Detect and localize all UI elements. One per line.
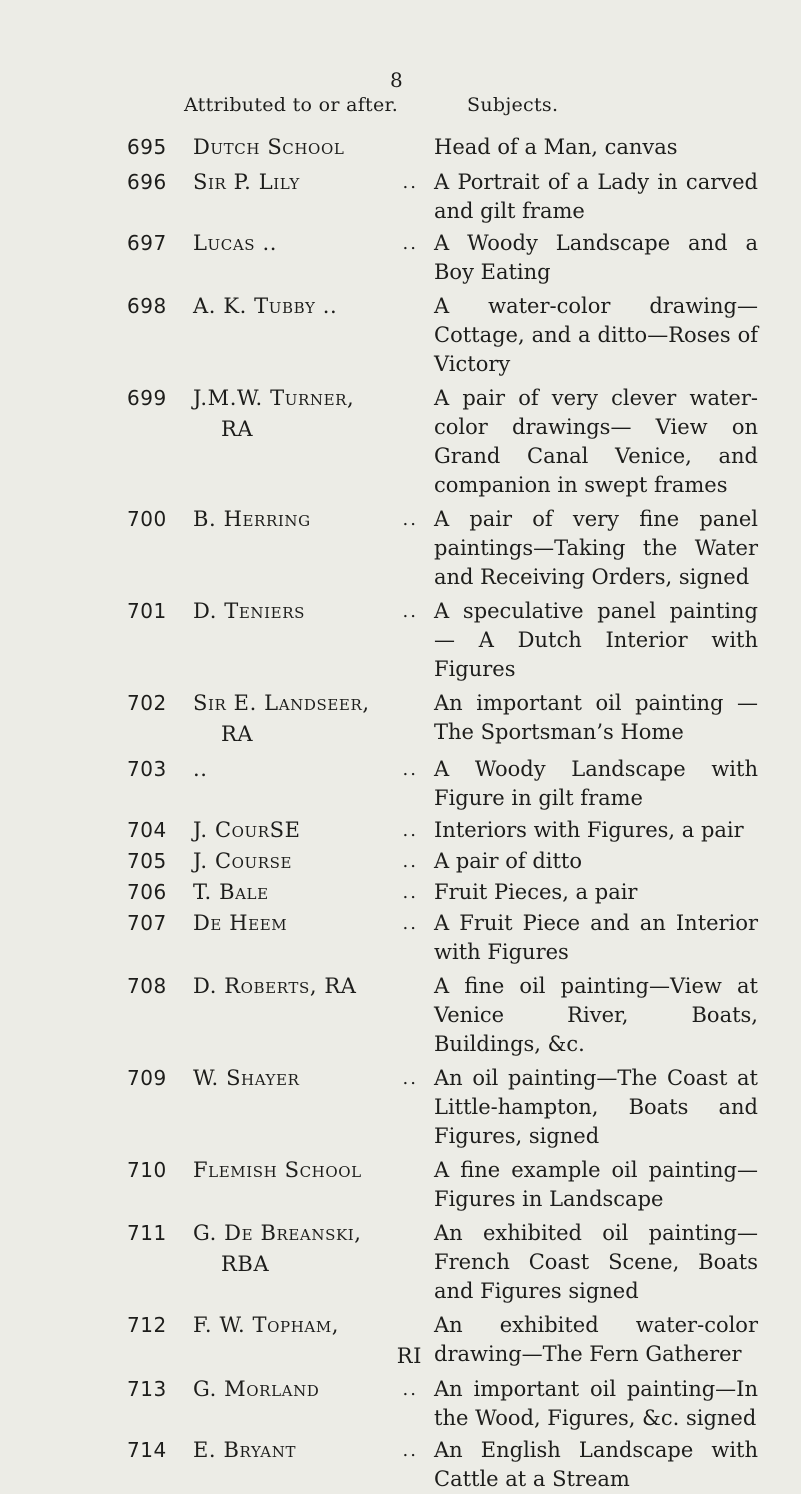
artist-attribution (183, 908, 428, 939)
artist-name: Lucas .. (193, 231, 277, 255)
subject-description: An oil painting—The Coast at Little-hampton, Boats and Figures, signed (434, 1066, 758, 1148)
artist-honours: RA (221, 417, 254, 441)
lot-number: 709 (127, 1066, 167, 1090)
leader-dots: .. (402, 233, 418, 254)
artist-name: A. K. Tubby .. (193, 294, 338, 318)
lot-number: 714 (127, 1438, 167, 1462)
lot-number: 711 (127, 1221, 167, 1245)
subject-description: An important oil painting — The Sportsman’s Home (434, 691, 758, 744)
lot-number: 713 (127, 1377, 167, 1401)
lot-number: 710 (127, 1158, 167, 1182)
leader-dots: .. (402, 1068, 418, 1089)
lot-entry (0, 688, 801, 750)
lot-number: 706 (127, 880, 167, 904)
lot-number: 698 (127, 294, 167, 318)
artist-column-heading: Attributed to or after. (184, 94, 399, 116)
artist-attribution (183, 877, 428, 908)
artist-attribution (183, 132, 428, 163)
lot-entry (0, 596, 801, 684)
artist-attribution (183, 228, 428, 259)
leader-dots: .. (402, 601, 418, 622)
artist-attribution (183, 815, 428, 846)
artist-name: G. Morland (193, 1377, 320, 1401)
artist-attribution (183, 167, 428, 198)
artist-attribution (183, 1310, 428, 1372)
lot-entry (0, 1063, 801, 1151)
lot-entry (0, 228, 801, 287)
subject-description: A Fruit Piece and an Interior with Figures (434, 911, 758, 964)
artist-name: Dutch School (193, 135, 345, 159)
lot-number: 696 (127, 170, 167, 194)
lot-entry (0, 291, 801, 379)
leader-dots: .. (402, 820, 418, 841)
subject-description: An exhibited water-color drawing—The Fern Gatherer (434, 1313, 758, 1366)
leader-dots: .. (402, 509, 418, 530)
artist-attribution (183, 754, 428, 785)
lot-number: 699 (127, 386, 167, 410)
lot-entry (0, 1218, 801, 1306)
lot-number: 708 (127, 974, 167, 998)
lot-entry (0, 1435, 801, 1494)
subject-description: A fine example oil painting—Figures in Landscape (434, 1158, 758, 1211)
subject-column-heading: Subjects. (467, 94, 559, 116)
artist-attribution (183, 596, 428, 627)
lot-number: 712 (127, 1313, 167, 1337)
subject-description: A speculative panel painting — A Dutch Interior with Figures (434, 599, 758, 681)
artist-attribution (183, 383, 428, 445)
leader-dots: .. (402, 913, 418, 934)
artist-name: D. Roberts, RA (193, 974, 357, 998)
lot-entry (0, 815, 801, 846)
artist-name: J.M.W. Turner, (193, 386, 355, 410)
artist-name: D. Teniers (193, 599, 305, 623)
lot-entry (0, 504, 801, 592)
lot-entry (0, 1155, 801, 1214)
leader-dots: .. (402, 882, 418, 903)
subject-description: A pair of ditto (434, 849, 583, 873)
lot-number: 697 (127, 231, 167, 255)
artist-name: J. Course (193, 849, 293, 873)
leader-dots: .. (402, 851, 418, 872)
artist-attribution (183, 1063, 428, 1094)
artist-name: E. Bryant (193, 1438, 297, 1462)
lot-entry (0, 908, 801, 967)
artist-name: F. W. Topham, (193, 1313, 340, 1337)
artist-attribution (183, 1374, 428, 1405)
lot-number: 701 (127, 599, 167, 623)
artist-name: W. Shayer (193, 1066, 300, 1090)
artist-name: De Heem (193, 911, 288, 935)
subject-description: A Woody Landscape with Figure in gilt frame (434, 757, 758, 810)
artist-name: J. CourSE (193, 818, 301, 842)
artist-honours: RA (221, 722, 254, 746)
lot-entry (0, 754, 801, 813)
lot-entry (0, 167, 801, 226)
subject-description: An exhibited oil painting—French Coast Scene, Boats and Figures signed (434, 1221, 758, 1303)
artist-attribution (183, 1155, 428, 1186)
leader-dots: .. (402, 1440, 418, 1461)
leader-dots: .. (402, 172, 418, 193)
lot-entry (0, 1374, 801, 1433)
lot-entry (0, 132, 801, 163)
lot-entry (0, 1310, 801, 1372)
lot-entry (0, 383, 801, 500)
artist-name: Flemish School (193, 1158, 362, 1182)
subject-description: A pair of very clever water-color drawings— View on Grand Canal Venice, and companion in swept frames (434, 386, 758, 497)
artist-name: .. (193, 757, 208, 781)
lot-number: 695 (127, 135, 167, 159)
leader-dots: .. (402, 759, 418, 780)
artist-attribution (183, 846, 428, 877)
lot-entry (0, 877, 801, 908)
lot-number: 703 (127, 757, 167, 781)
subject-description: An English Landscape with Cattle at a Stream (434, 1438, 758, 1491)
lot-number: 705 (127, 849, 167, 873)
artist-attribution (183, 291, 428, 322)
subject-description: A water-color drawing—Cottage, and a ditto—Roses of Victory (434, 294, 758, 376)
lot-entry (0, 971, 801, 1059)
artist-name: Sir P. Lily (193, 170, 300, 194)
artist-name: G. De Breanski, (193, 1221, 362, 1245)
subject-description: An important oil painting—In the Wood, Figures, &c. signed (434, 1377, 758, 1430)
lot-number: 700 (127, 507, 167, 531)
artist-honours: RBA (221, 1252, 270, 1276)
subject-description: A fine oil painting—View at Venice River, Boats, Buildings, &c. (434, 974, 758, 1056)
artist-attribution (183, 504, 428, 535)
artist-attribution (183, 971, 428, 1002)
page-number: 8 (390, 68, 403, 92)
lot-list (0, 132, 801, 1494)
artist-name: Sir E. Landseer, (193, 691, 370, 715)
lot-number: 704 (127, 818, 167, 842)
lot-entry (0, 846, 801, 877)
subject-description: Fruit Pieces, a pair (434, 880, 638, 904)
subject-description: A Portrait of a Lady in carved and gilt frame (434, 170, 758, 223)
leader-dots: .. (402, 1379, 418, 1400)
subject-description: Interiors with Figures, a pair (434, 818, 744, 842)
subject-description: A pair of very fine panel paintings—Taking the Water and Receiving Orders, signed (434, 507, 758, 589)
artist-attribution (183, 1218, 428, 1280)
artist-attribution (183, 688, 428, 750)
lot-number: 702 (127, 691, 167, 715)
subject-description: A Woody Landscape and a Boy Eating (434, 231, 758, 284)
artist-honours: RI (396, 1344, 422, 1368)
artist-name: T. Bale (193, 880, 269, 904)
artist-attribution (183, 1435, 428, 1466)
artist-name: B. Herring (193, 507, 311, 531)
subject-description: Head of a Man, canvas (434, 135, 678, 159)
lot-number: 707 (127, 911, 167, 935)
